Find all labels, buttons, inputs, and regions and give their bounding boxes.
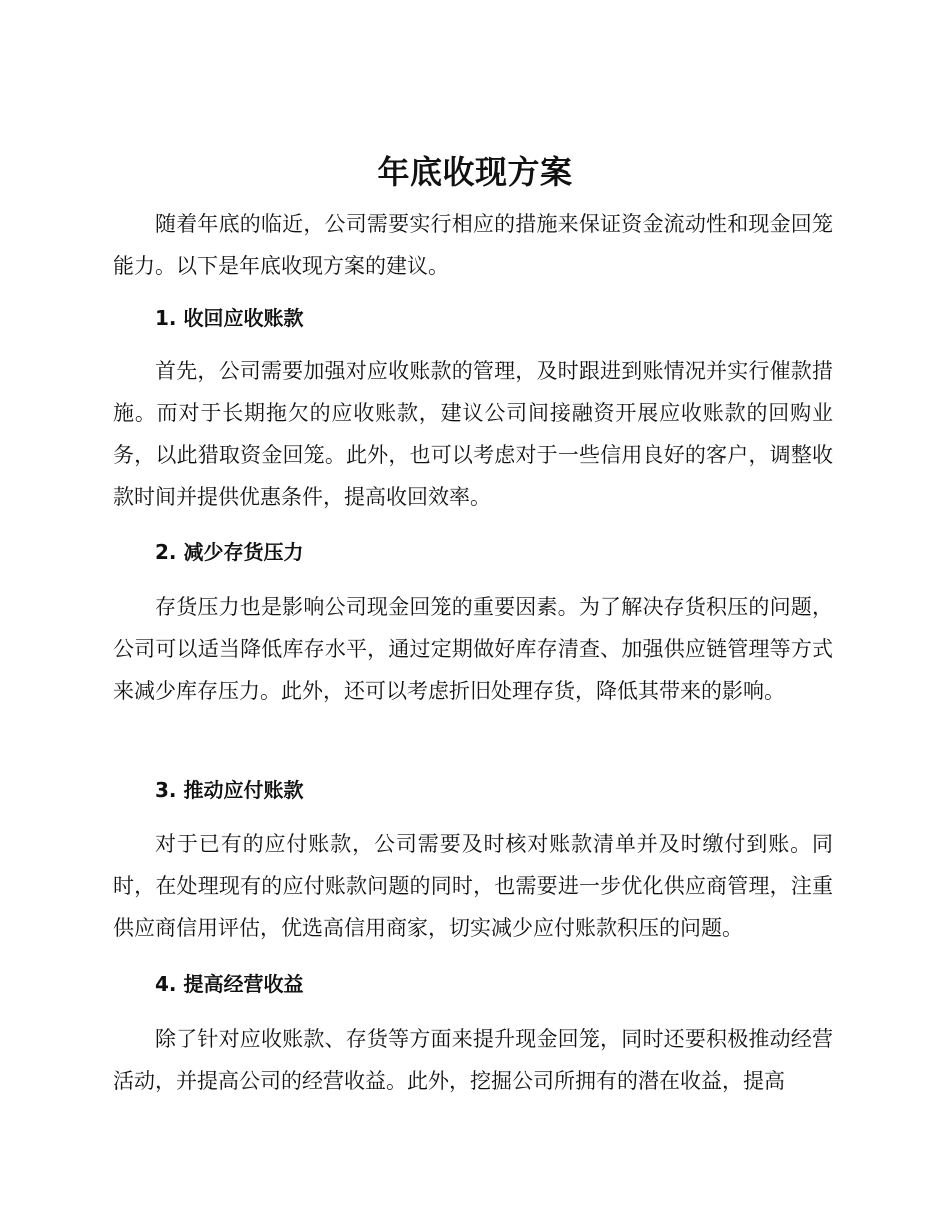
intro-paragraph: 随着年底的临近，公司需要实行相应的措施来保证资金流动性和现金回笼能力。以下是年底收现方案的建议。 (113, 212, 833, 278)
section-heading-3: 3. 推动应付账款 (155, 778, 304, 802)
section-heading-2: 2. 减少存货压力 (155, 540, 304, 564)
section-body-3: 对于已有的应付账款，公司需要及时核对账款清单并及时缴付到账。同时，在处理现有的应付账款问题的同时，也需要进一步优化供应商管理，注重供应商信用评估，优选高信用商家，切实减少应付账款积压的问题。 (113, 832, 833, 940)
document-title: 年底收现方案 (377, 153, 573, 191)
section-body-2: 存货压力也是影响公司现金回笼的重要因素。为了解决存货积压的问题，公司可以适当降低库存水平，通过定期做好库存清查、加强供应链管理等方式来减少库存压力。此外，还可以考虑折旧处理存货，降低其带来的影响。 (113, 595, 833, 703)
section-body-1: 首先，公司需要加强对应收账款的管理，及时跟进到账情况并实行催款措施。而对于长期拖欠的应收账款，建议公司间接融资开展应收账款的回购业务，以此猎取资金回笼。此外，也可以考虑对于一些信用良好的客户，调整收款时间并提供优惠条件，提高收回效率。 (113, 359, 833, 509)
section-body-4: 除了针对应收账款、存货等方面来提升现金回笼，同时还要积极推动经营活动，并提高公司的经营收益。此外，挖掘公司所拥有的潜在收益，提高 (113, 1027, 833, 1093)
section-heading-4: 4. 提高经营收益 (155, 972, 304, 996)
section-heading-1: 1. 收回应收账款 (155, 306, 304, 330)
